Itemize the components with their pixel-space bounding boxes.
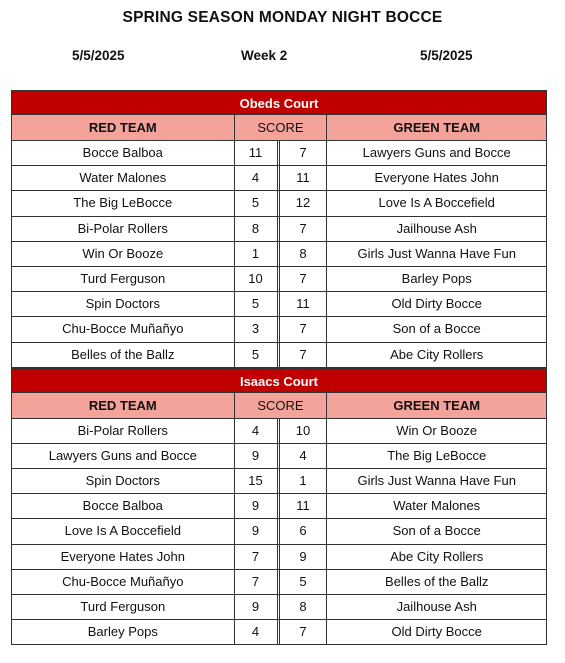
court-title: Obeds Court: [11, 90, 547, 115]
green-team-name: Jailhouse Ash: [327, 595, 547, 619]
green-score: 9: [280, 545, 328, 569]
green-team-name: Belles of the Ballz: [327, 570, 547, 594]
red-team-name: Bi-Polar Rollers: [12, 419, 235, 443]
green-team-name: Water Malones: [327, 494, 547, 518]
green-team-name: Old Dirty Bocce: [327, 292, 547, 316]
red-team-name: Chu-Bocce Muñañyo: [12, 570, 235, 594]
green-score: 8: [280, 242, 328, 266]
green-score: 7: [280, 343, 328, 367]
red-team-name: Belles of the Ballz: [12, 343, 235, 367]
green-team-name: Old Dirty Bocce: [327, 620, 547, 644]
red-team-name: Everyone Hates John: [12, 545, 235, 569]
table-row: [11, 595, 547, 620]
column-header-row: [11, 115, 547, 141]
table-row: [11, 545, 547, 570]
green-team-header: GREEN TEAM: [327, 393, 547, 418]
red-team-name: Turd Ferguson: [12, 267, 235, 291]
red-score: 9: [235, 519, 280, 543]
green-team-name: Lawyers Guns and Bocce: [327, 141, 547, 165]
score-header: SCORE: [235, 393, 328, 418]
table-row: [11, 570, 547, 595]
red-team-header: RED TEAM: [12, 115, 235, 140]
green-team-name: Jailhouse Ash: [327, 217, 547, 241]
green-team-name: Win Or Booze: [327, 419, 547, 443]
date-left: 5/5/2025: [72, 48, 125, 63]
table-row: [11, 292, 547, 317]
red-score: 10: [235, 267, 280, 291]
green-score: 11: [280, 292, 328, 316]
red-team-name: Bi-Polar Rollers: [12, 217, 235, 241]
green-score: 12: [280, 191, 328, 215]
week-label: Week 2: [241, 48, 288, 63]
table-row: [11, 419, 547, 444]
red-team-header: RED TEAM: [12, 393, 235, 418]
red-score: 1: [235, 242, 280, 266]
red-score: 5: [235, 343, 280, 367]
red-score: 3: [235, 317, 280, 341]
red-team-name: The Big LeBocce: [12, 191, 235, 215]
green-team-name: Abe City Rollers: [327, 343, 547, 367]
table-row: [11, 519, 547, 544]
court-title: Isaacs Court: [11, 368, 547, 393]
green-score: 7: [280, 620, 328, 644]
red-team-name: Bocce Balboa: [12, 494, 235, 518]
red-score: 7: [235, 570, 280, 594]
red-score: 5: [235, 191, 280, 215]
green-team-name: Girls Just Wanna Have Fun: [327, 242, 547, 266]
red-team-name: Spin Doctors: [12, 469, 235, 493]
red-score: 9: [235, 444, 280, 468]
green-score: 11: [280, 166, 328, 190]
table-row: [11, 343, 547, 368]
table-row: [11, 494, 547, 519]
table-row: [11, 166, 547, 191]
table-row: [11, 141, 547, 166]
table-row: [11, 317, 547, 342]
red-team-name: Win Or Booze: [12, 242, 235, 266]
green-score: 1: [280, 469, 328, 493]
table-row: [11, 242, 547, 267]
red-score: 9: [235, 494, 280, 518]
page-title: SPRING SEASON MONDAY NIGHT BOCCE: [122, 9, 443, 26]
green-team-header: GREEN TEAM: [327, 115, 547, 140]
green-score: 7: [280, 217, 328, 241]
red-score: 4: [235, 419, 280, 443]
score-header: SCORE: [235, 115, 328, 140]
red-score: 5: [235, 292, 280, 316]
green-team-name: Son of a Bocce: [327, 317, 547, 341]
green-score: 7: [280, 141, 328, 165]
green-team-name: The Big LeBocce: [327, 444, 547, 468]
red-team-name: Bocce Balboa: [12, 141, 235, 165]
green-team-name: Girls Just Wanna Have Fun: [327, 469, 547, 493]
green-team-name: Everyone Hates John: [327, 166, 547, 190]
red-score: 4: [235, 620, 280, 644]
green-team-name: Love Is A Boccefield: [327, 191, 547, 215]
red-team-name: Chu-Bocce Muñañyo: [12, 317, 235, 341]
green-score: 10: [280, 419, 328, 443]
red-team-name: Turd Ferguson: [12, 595, 235, 619]
table-row: [11, 191, 547, 216]
red-team-name: Barley Pops: [12, 620, 235, 644]
green-team-name: Son of a Bocce: [327, 519, 547, 543]
column-header-row: [11, 393, 547, 419]
green-score: 7: [280, 317, 328, 341]
green-team-name: Barley Pops: [327, 267, 547, 291]
table-row: [11, 620, 547, 645]
table-row: [11, 267, 547, 292]
red-score: 4: [235, 166, 280, 190]
table-row: [11, 217, 547, 242]
green-score: 11: [280, 494, 328, 518]
green-team-name: Abe City Rollers: [327, 545, 547, 569]
green-score: 6: [280, 519, 328, 543]
red-score: 8: [235, 217, 280, 241]
red-team-name: Spin Doctors: [12, 292, 235, 316]
red-team-name: Love Is A Boccefield: [12, 519, 235, 543]
green-score: 5: [280, 570, 328, 594]
table-row: [11, 444, 547, 469]
green-score: 8: [280, 595, 328, 619]
table-row: [11, 469, 547, 494]
red-team-name: Lawyers Guns and Bocce: [12, 444, 235, 468]
green-score: 4: [280, 444, 328, 468]
red-score: 7: [235, 545, 280, 569]
schedule-table: [11, 90, 547, 645]
red-team-name: Water Malones: [12, 166, 235, 190]
green-score: 7: [280, 267, 328, 291]
red-score: 11: [235, 141, 280, 165]
date-right: 5/5/2025: [420, 48, 473, 63]
red-score: 15: [235, 469, 280, 493]
red-score: 9: [235, 595, 280, 619]
